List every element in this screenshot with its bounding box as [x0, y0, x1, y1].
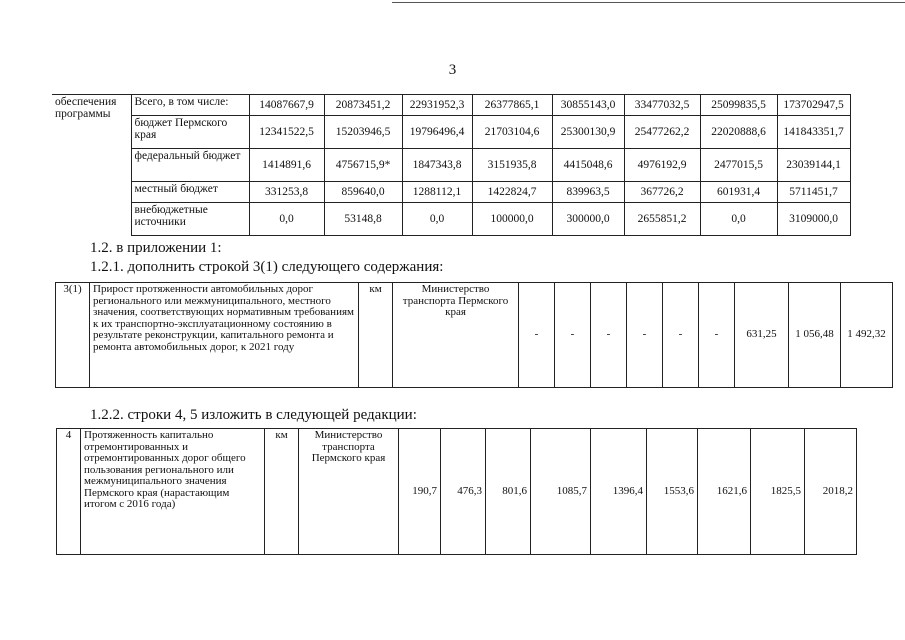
table-row: 4 Протяженность капитально отремонтированных и отремонтированных дорог общего пользования регионального или межмуниципального значения Пермского края (нарастающим итогом с 2016 года) км Министерство транспорта Пермского края 190,7 476,3 801,6 1085,7 1396,4 1553,6 1621,6 1825,5 2018,2 — [57, 429, 857, 555]
top-rule — [392, 2, 905, 3]
unit: км — [265, 429, 299, 555]
row-number: 3(1) — [56, 283, 90, 388]
unit: км — [359, 283, 393, 388]
indicator-table-3-1 — [55, 282, 893, 388]
financing-table — [52, 94, 851, 236]
indicator-name: Протяженность капитально отремонтированных и отремонтированных дорог общего пользования регионального или межмуниципального значения Пермского края (нарастающим итогом с 2016 года) — [81, 429, 265, 555]
table-row: обеспечения программы Всего, в том числе: 14087667,9 20873451,2 22931952,3 26377865,1 30855143,0 33477032,5 25099835,5 173702947,5 — [52, 95, 850, 116]
paragraph-1-2: 1.2. в приложении 1: — [90, 240, 222, 256]
table-row: внебюджетные источники 0,0 53148,8 0,0 100000,0 300000,0 2655851,2 0,0 3109000,0 — [52, 203, 850, 236]
ministry: Министерство транспорта Пермского края — [299, 429, 399, 555]
table-row: местный бюджет 331253,8 859640,0 1288112,1 1422824,7 839963,5 367726,2 601931,4 5711451,7 — [52, 182, 850, 203]
indicator-table-4 — [56, 428, 857, 555]
paragraph-1-2-1: 1.2.1. дополнить строкой 3(1) следующего содержания: — [90, 259, 444, 275]
paragraph-1-2-2: 1.2.2. строки 4, 5 изложить в следующей редакции: — [90, 407, 417, 423]
program-cell: обеспечения программы — [52, 95, 131, 236]
row-number: 4 — [57, 429, 81, 555]
ministry: Министерство транспорта Пермского края — [393, 283, 519, 388]
table-row: бюджет Пермского края 12341522,5 15203946,5 19796496,4 21703104,6 25300130,9 25477262,2 22020888,6 141843351,7 — [52, 116, 850, 149]
page-number: 3 — [448, 62, 457, 78]
indicator-name: Прирост протяженности автомобильных дорог регионального или межмуниципального, местного значения, соответствующих нормативным требованиям к их транспортно-эксплуатационному состоянию в результате реконструкции, капитального ремонта и ремонта автомобильных дорог, к 2021 году — [90, 283, 359, 388]
table-row: 3(1) Прирост протяженности автомобильных дорог регионального или межмуниципального, местного значения, соответствующих нормативным требованиям к их транспортно-эксплуатационному состоянию в результате реконструкции, капитального ремонта и ремонта автомобильных дорог, к 2021 году км Министерство транспорта Пермского края - - - - - - 631,25 1 056,48 1 492,32 — [56, 283, 893, 388]
table-row: федеральный бюджет 1414891,6 4756715,9* 1847343,8 3151935,8 4415048,6 4976192,9 2477015,5 23039144,1 — [52, 149, 850, 182]
